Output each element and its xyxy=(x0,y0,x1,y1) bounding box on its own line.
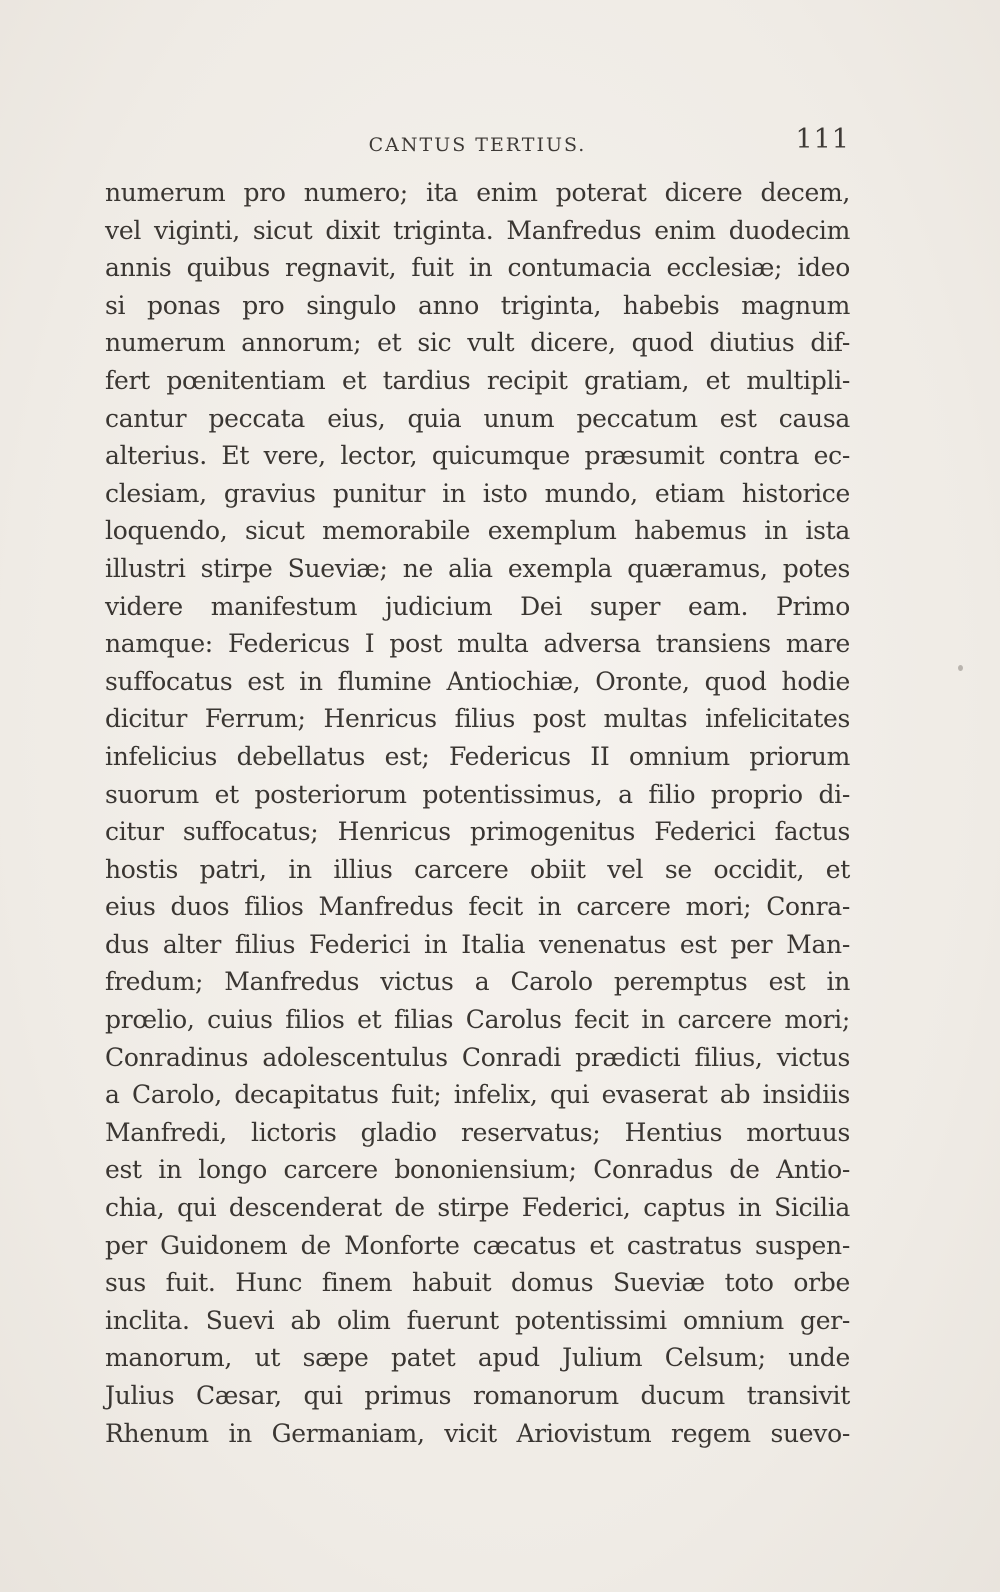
text-line: namque: Federicus I post multa adversa transiens mare xyxy=(105,629,850,659)
text-line: infelicius debellatus est; Federicus II omnium priorum xyxy=(105,741,850,771)
page-number: 111 xyxy=(795,124,850,155)
text-line: annis quibus regnavit, fuit in contumacia ecclesiæ; ideo xyxy=(105,253,850,283)
text-line: clesiam, gravius punitur in isto mundo, etiam historice xyxy=(105,478,850,508)
text-line: hostis patri, in illius carcere obiit vel se occidit, et xyxy=(105,854,850,884)
text-line: videre manifestum judicium Dei super eam. Primo xyxy=(105,591,850,621)
text-line: suffocatus est in flumine Antiochiæ, Oronte, quod hodie xyxy=(105,666,850,696)
text-line: Conradinus adolescentulus Conradi prædicti filius, victus xyxy=(105,1042,850,1072)
paper-speck xyxy=(958,665,963,671)
text-line: Rhenum in Germaniam, vicit Ariovistum regem suevo- xyxy=(105,1418,850,1448)
text-line: numerum pro numero; ita enim poterat dicere decem, xyxy=(105,178,850,207)
text-line: Manfredi, lictoris gladio reservatus; Hentius mortuus xyxy=(105,1117,850,1147)
text-line: vel viginti, sicut dixit triginta. Manfredus enim duodecim xyxy=(105,215,850,245)
text-line: prœlio, cuius filios et filias Carolus fecit in carcere mori; xyxy=(105,1005,850,1035)
text-line: suorum et posteriorum potentissimus, a filio proprio di- xyxy=(105,779,850,809)
text-line: Julius Cæsar, qui primus romanorum ducum transivit xyxy=(105,1381,850,1410)
text-line: chia, qui descenderat de stirpe Federici, captus in Sicilia xyxy=(105,1193,850,1223)
text-line: inclita. Suevi ab olim fuerunt potentissimi omnium ger- xyxy=(105,1305,850,1335)
body-text xyxy=(105,174,850,1452)
text-line: eius duos filios Manfredus fecit in carcere mori; Conra- xyxy=(105,892,850,922)
text-line: fert pœnitentiam et tardius recipit gratiam, et multipli- xyxy=(105,365,850,395)
text-line: alterius. Et vere, lector, quicumque præsumit contra ec- xyxy=(105,441,850,471)
text-line: numerum annorum; et sic vult dicere, quod diutius dif- xyxy=(105,328,850,358)
text-line: dicitur Ferrum; Henricus filius post multas infelicitates xyxy=(105,704,850,734)
text-line: loquendo, sicut memorabile exemplum habemus in ista xyxy=(105,516,850,546)
text-line: a Carolo, decapitatus fuit; infelix, qui evaserat ab insidiis xyxy=(105,1080,850,1110)
page-header xyxy=(105,124,850,164)
running-head: CANTUS TERTIUS. xyxy=(368,134,587,156)
text-line: citur suffocatus; Henricus primogenitus Federici factus xyxy=(105,817,850,847)
text-line: fredum; Manfredus victus a Carolo peremptus est in xyxy=(105,967,850,997)
text-line: dus alter filius Federici in Italia venenatus est per Man- xyxy=(105,929,850,959)
text-line: est in longo carcere bononiensium; Conradus de Antio- xyxy=(105,1155,850,1185)
text-line: illustri stirpe Sueviæ; ne alia exempla quæramus, potes xyxy=(105,553,850,583)
text-line: manorum, ut sæpe patet apud Julium Celsum; unde xyxy=(105,1343,850,1373)
text-line: si ponas pro singulo anno triginta, habebis magnum xyxy=(105,290,850,320)
text-line: cantur peccata eius, quia unum peccatum est causa xyxy=(105,403,850,433)
text-line: per Guidonem de Monforte cæcatus et castratus suspen- xyxy=(105,1230,850,1260)
text-line: sus fuit. Hunc finem habuit domus Sueviæ toto orbe xyxy=(105,1268,850,1298)
